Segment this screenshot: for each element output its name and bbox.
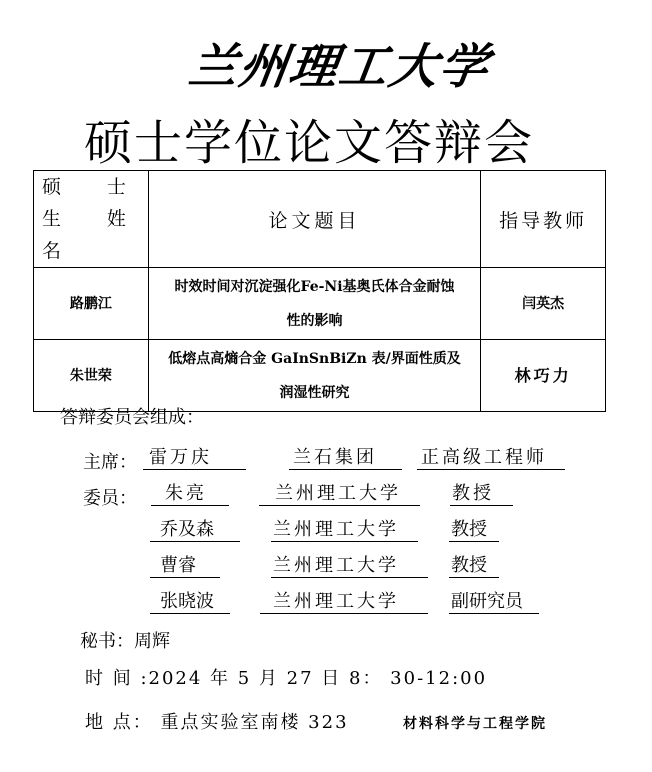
member-title: 教授 (450, 482, 513, 506)
member-org: 兰州理工大学 (271, 518, 418, 542)
thesis-title (148, 340, 480, 412)
student-name: 路鹏江 (34, 268, 149, 340)
page-title: 硕士学位论文答辩会 (84, 115, 535, 171)
header-thesis: 论文题目 (148, 171, 480, 268)
member-org: 兰州理工大学 (259, 482, 420, 506)
member-label: 委员： (83, 488, 137, 509)
college-name: 材料科学与工程学院 (403, 716, 547, 732)
thesis-table (33, 170, 606, 412)
committee-heading: 答辩委员会组成： (60, 407, 204, 428)
header-advisor: 指导教师 (481, 171, 606, 268)
header-student: 硕 士 生 姓 名 (34, 171, 149, 268)
member-name: 张晓波 (150, 590, 230, 614)
thesis-title (148, 268, 480, 340)
advisor-name: 林巧力 (481, 340, 606, 412)
student-name: 朱世荣 (34, 340, 149, 412)
member-name: 朱亮 (151, 482, 229, 506)
member-name: 乔及森 (150, 518, 240, 542)
member-title: 正高级工程师 (417, 446, 565, 470)
table-row (34, 340, 606, 412)
secretary: 秘书：周辉 (80, 631, 170, 652)
thesis-line: 时效时间对沉淀强化Fe-Ni基奥氏体合金耐蚀 (174, 278, 455, 295)
member-name: 雷万庆 (143, 446, 246, 470)
table-header-row (34, 171, 606, 268)
advisor-name: 闫英杰 (481, 268, 606, 340)
member-org: 兰石集团 (289, 446, 402, 470)
university-logo: 兰州理工大学 (185, 39, 494, 95)
member-org: 兰州理工大学 (260, 590, 428, 614)
thesis-line: 润湿性研究 (279, 384, 350, 401)
defense-time: 时 间 :2024 年 5 月 27 日 8： 30-12:00 (85, 668, 488, 689)
chair-label: 主席： (83, 452, 137, 473)
thesis-line: 性的影响 (286, 312, 343, 329)
defense-location: 地 点： 重点实验室南楼 323 (85, 712, 349, 733)
member-title: 副研究员 (449, 590, 539, 614)
thesis-line: 低熔点高熵合金 GaInSnBiZn 表/界面性质及 (168, 350, 461, 367)
member-title: 教授 (449, 554, 499, 578)
table-row (34, 268, 606, 340)
member-title: 教授 (449, 518, 499, 542)
member-name: 曹睿 (150, 554, 220, 578)
member-org: 兰州理工大学 (271, 554, 428, 578)
